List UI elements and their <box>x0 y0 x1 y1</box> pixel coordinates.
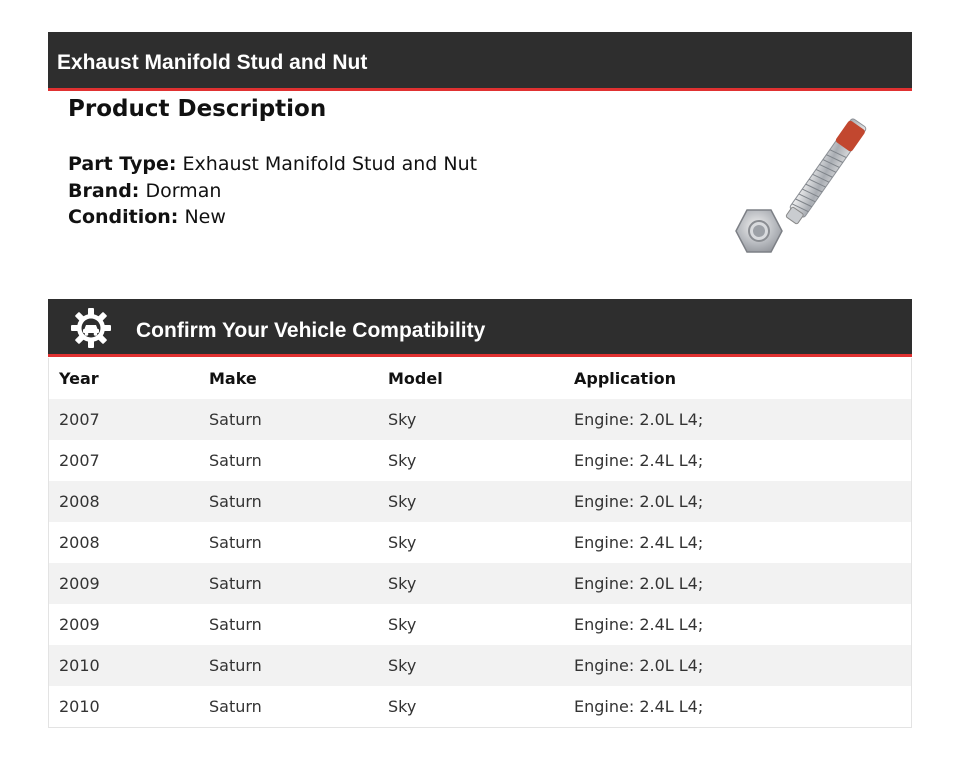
cell-make: Saturn <box>199 522 378 563</box>
table-row <box>49 563 911 604</box>
compatibility-table-container <box>48 358 912 728</box>
column-header-make: Make <box>209 369 257 388</box>
table-row <box>49 481 911 522</box>
cell-model: Sky <box>378 440 564 481</box>
product-title-bar <box>48 32 912 91</box>
spec-value: New <box>184 206 226 228</box>
column-header-model: Model <box>388 369 443 388</box>
cell-make: Saturn <box>199 645 378 686</box>
cell-application: Engine: 2.4L L4; <box>564 686 911 727</box>
spec-value: Exhaust Manifold Stud and Nut <box>182 153 478 175</box>
cell-application: Engine: 2.0L L4; <box>564 481 911 522</box>
cell-make: Saturn <box>199 399 378 440</box>
table-row <box>49 645 911 686</box>
cell-year: 2010 <box>49 686 199 727</box>
cell-year: 2007 <box>49 399 199 440</box>
spec-brand <box>68 178 477 205</box>
spec-value: Dorman <box>145 179 222 202</box>
cell-model: Sky <box>378 481 564 522</box>
cell-make: Saturn <box>199 563 378 604</box>
cell-application: Engine: 2.4L L4; <box>564 440 911 481</box>
table-row <box>49 522 911 563</box>
cell-application: Engine: 2.0L L4; <box>564 399 911 440</box>
cell-year: 2008 <box>49 481 199 522</box>
spec-part-type <box>68 151 477 178</box>
spec-condition <box>68 204 477 231</box>
cell-year: 2009 <box>49 563 199 604</box>
cell-application: Engine: 2.4L L4; <box>564 604 911 645</box>
cell-make: Saturn <box>199 604 378 645</box>
table-row <box>49 686 911 727</box>
cell-model: Sky <box>378 563 564 604</box>
cell-model: Sky <box>378 522 564 563</box>
cell-make: Saturn <box>199 440 378 481</box>
table-row <box>49 399 911 440</box>
spec-label: Brand: <box>68 179 140 202</box>
cell-year: 2008 <box>49 522 199 563</box>
compatibility-title: Confirm Your Vehicle Compatibility <box>136 319 486 342</box>
product-title: Exhaust Manifold Stud and Nut <box>57 51 368 74</box>
cell-application: Engine: 2.0L L4; <box>564 563 911 604</box>
table-row <box>49 604 911 645</box>
spec-label: Part Type: <box>68 153 177 175</box>
cell-model: Sky <box>378 645 564 686</box>
spec-label: Condition: <box>68 206 179 228</box>
column-header-year: Year <box>59 369 99 388</box>
cell-make: Saturn <box>199 481 378 522</box>
cell-model: Sky <box>378 399 564 440</box>
cell-year: 2009 <box>49 604 199 645</box>
column-header-application: Application <box>574 369 677 388</box>
cell-year: 2010 <box>49 645 199 686</box>
table-header-row <box>49 358 911 399</box>
product-description-heading: Product Description <box>68 96 327 122</box>
spec-list <box>68 151 477 231</box>
cell-application: Engine: 2.4L L4; <box>564 522 911 563</box>
gear-car-icon <box>70 307 112 349</box>
compatibility-header <box>48 299 912 357</box>
compatibility-table <box>49 358 911 727</box>
cell-model: Sky <box>378 604 564 645</box>
product-image <box>728 98 906 260</box>
cell-year: 2007 <box>49 440 199 481</box>
table-row <box>49 440 911 481</box>
cell-application: Engine: 2.0L L4; <box>564 645 911 686</box>
cell-model: Sky <box>378 686 564 727</box>
cell-make: Saturn <box>199 686 378 727</box>
